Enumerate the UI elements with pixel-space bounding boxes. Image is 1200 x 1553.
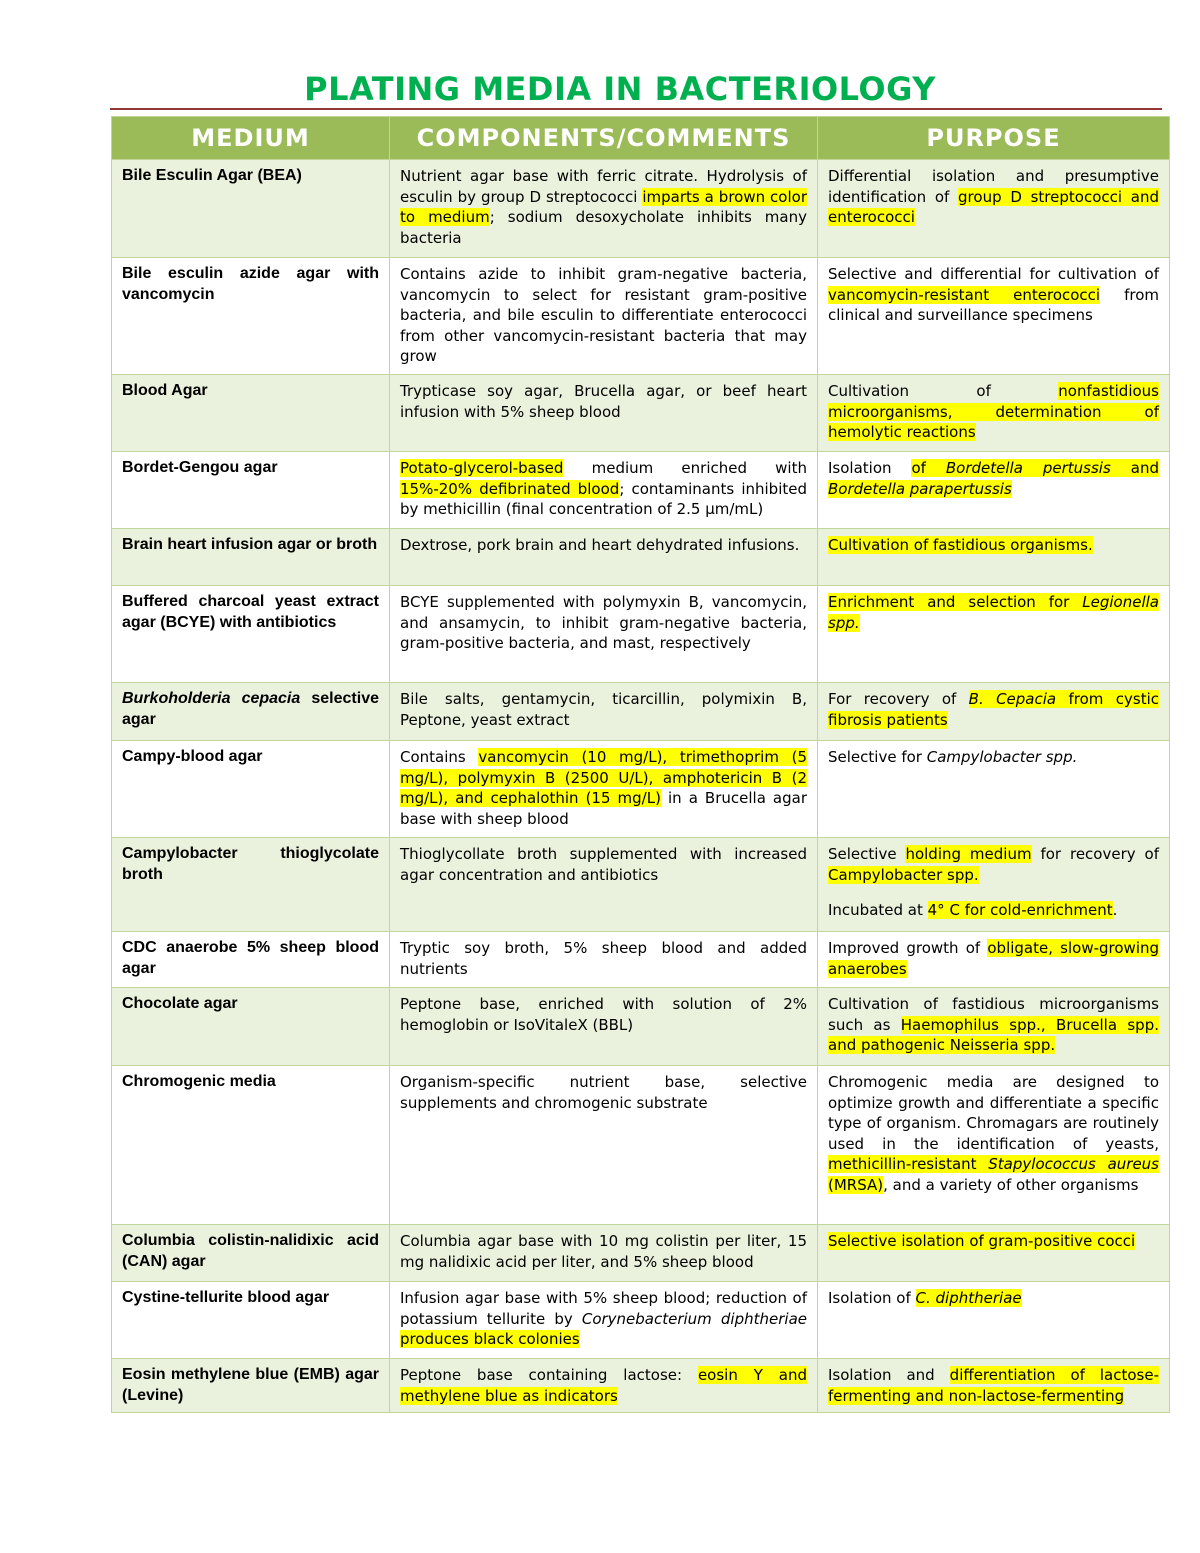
- header-purpose: PURPOSE: [818, 117, 1170, 160]
- text-segment: Campylobacter thioglycolate broth: [122, 845, 379, 883]
- components-cell: [390, 452, 818, 529]
- text-segment: in a Brucella agar base with sheep blood: [400, 789, 807, 828]
- cell-paragraph: [400, 1365, 807, 1406]
- highlighted-text: nonfastidious microorganisms, determination of hemolytic reactions: [828, 382, 1159, 441]
- medium-cell: [112, 741, 390, 838]
- purpose-cell: [818, 375, 1170, 452]
- medium-cell: [112, 160, 390, 258]
- text-segment: medium enriched with: [563, 459, 807, 477]
- text-segment: ; contaminants inhibited by methicillin (final concentration of 2.5 µm/mL): [400, 479, 807, 518]
- cell-paragraph: [400, 381, 807, 422]
- text-segment: Organism-specific nutrient base, selective supplements and chromogenic substrate: [400, 1073, 807, 1112]
- header-medium: MEDIUM: [112, 117, 390, 160]
- highlighted-text: Bordetella parapertussis: [828, 479, 1012, 498]
- text-segment: Nutrient agar base with ferric citrate. Hydrolysis of esculin by group D streptococci: [400, 167, 807, 206]
- highlighted-text: methicillin-resistant: [828, 1155, 989, 1173]
- highlighted-text: vancomycin (10 mg/L), trimethoprim (5 mg/L), polymyxin B (2500 U/L), amphotericin B (2 mg/L), and cephalothin (15 mg/L): [400, 748, 807, 807]
- text-segment: Selective: [828, 845, 906, 863]
- medium-cell: [112, 529, 390, 586]
- text-segment: Differential isolation and presumptive identification of: [828, 167, 1159, 206]
- medium-cell: [112, 838, 390, 932]
- table-row: [112, 1066, 1170, 1225]
- components-cell: [390, 932, 818, 988]
- medium-cell: [112, 1359, 390, 1413]
- cell-paragraph: [828, 458, 1159, 499]
- highlighted-text: 4° C for cold-enrichment: [927, 901, 1113, 919]
- cell-paragraph: [828, 166, 1159, 228]
- components-cell: [390, 529, 818, 586]
- cell-paragraph: [828, 844, 1159, 885]
- cell-paragraph: [400, 1231, 807, 1272]
- title-underline: [110, 108, 1162, 110]
- text-segment: , and a variety of other organisms: [883, 1175, 1139, 1194]
- table-row: [112, 988, 1170, 1066]
- highlighted-text: B. Cepacia: [968, 690, 1057, 708]
- cell-paragraph: [828, 1231, 1159, 1252]
- highlighted-text: Legionella spp.: [828, 593, 1159, 632]
- table-row: [112, 932, 1170, 988]
- text-segment: Corynebacterium diphtheriae: [581, 1309, 808, 1328]
- cell-paragraph: [400, 264, 807, 367]
- text-segment: selective agar: [122, 690, 379, 728]
- highlighted-text: produces black colonies: [400, 1330, 580, 1348]
- cell-paragraph: [828, 535, 1159, 556]
- medium-cell: [112, 1282, 390, 1359]
- purpose-cell: [818, 932, 1170, 988]
- components-cell: [390, 683, 818, 741]
- medium-cell: [112, 932, 390, 988]
- text-segment: Burkoholderia cepacia: [122, 690, 301, 707]
- cell-paragraph: [828, 994, 1159, 1056]
- purpose-cell: [818, 258, 1170, 375]
- text-segment: Selective for: [828, 748, 927, 766]
- cell-paragraph: [828, 381, 1159, 443]
- cell-paragraph: [400, 592, 807, 654]
- components-cell: [390, 741, 818, 838]
- components-cell: [390, 838, 818, 932]
- text-segment: Columbia colistin-nalidixic acid (CAN) agar: [122, 1232, 379, 1270]
- highlighted-text: Bordetella pertussis: [945, 459, 1111, 477]
- cell-paragraph: [828, 900, 1159, 921]
- highlighted-text: Campylobacter spp.: [828, 865, 979, 884]
- purpose-cell: [818, 683, 1170, 741]
- text-segment: Improved growth of: [828, 939, 988, 957]
- cell-paragraph: [400, 166, 807, 248]
- medium-cell: [112, 683, 390, 741]
- highlighted-text: differentiation of lactose-fermenting and non-lactose-fermenting: [828, 1366, 1159, 1405]
- medium-cell: [112, 375, 390, 452]
- table-row: [112, 375, 1170, 452]
- text-segment: For recovery of: [828, 690, 969, 708]
- highlighted-text: Haemophilus spp., Brucella spp. and pathogenic Neisseria spp.: [828, 1015, 1159, 1054]
- text-segment: Chromogenic media are designed to optimize growth and differentiate a specific type of organism. Chromagars are routinely used in the identification of yeasts,: [828, 1073, 1159, 1153]
- text-segment: for recovery of: [1031, 845, 1159, 863]
- cell-paragraph: [400, 1072, 807, 1113]
- purpose-cell: [818, 452, 1170, 529]
- purpose-cell: [818, 1359, 1170, 1413]
- highlighted-text: from cystic fibrosis patients: [828, 690, 1159, 729]
- medium-cell: [112, 452, 390, 529]
- highlighted-text: imparts a brown color to medium: [400, 187, 807, 226]
- document-title: PLATING MEDIA IN BACTERIOLOGY: [304, 70, 936, 108]
- medium-cell: [112, 1066, 390, 1225]
- highlighted-text: of: [911, 459, 946, 477]
- cell-paragraph: [400, 1288, 807, 1350]
- highlighted-text: eosin Y and methylene blue as indicators: [400, 1366, 807, 1405]
- text-segment: .: [1112, 901, 1118, 919]
- table-row: [112, 1282, 1170, 1359]
- components-cell: [390, 1225, 818, 1282]
- highlighted-text: Cultivation of fastidious organisms.: [828, 536, 1093, 554]
- cell-paragraph: [400, 994, 807, 1035]
- purpose-cell: [818, 838, 1170, 932]
- components-cell: [390, 160, 818, 258]
- cell-paragraph: [828, 938, 1159, 979]
- text-segment: ; sodium desoxycholate inhibits many bacteria: [400, 208, 807, 247]
- cell-paragraph: [828, 1365, 1159, 1406]
- table-row: [112, 160, 1170, 258]
- text-segment: Isolation: [828, 459, 912, 477]
- text-segment: Blood Agar: [122, 382, 208, 399]
- text-segment: Cultivation of: [828, 382, 1059, 400]
- cell-paragraph: [400, 458, 807, 520]
- highlighted-text: and: [1110, 459, 1159, 477]
- text-segment: Columbia agar base with 10 mg colistin per liter, 15 mg nalidixic acid per liter, and 5% sheep blood: [400, 1232, 807, 1271]
- table-header-row: [112, 117, 1170, 160]
- text-segment: Dextrose, pork brain and heart dehydrated infusions.: [400, 536, 800, 554]
- components-cell: [390, 988, 818, 1066]
- text-segment: Tryptic soy broth, 5% sheep blood and added nutrients: [400, 939, 807, 978]
- text-segment: Trypticase soy agar, Brucella agar, or beef heart infusion with 5% sheep blood: [400, 382, 807, 421]
- text-segment: Campy-blood agar: [122, 748, 263, 765]
- text-segment: Peptone base containing lactose:: [400, 1366, 698, 1384]
- medium-cell: [112, 586, 390, 683]
- highlighted-text: (MRSA): [828, 1175, 884, 1194]
- highlighted-text: obligate, slow-growing anaerobes: [828, 939, 1160, 978]
- highlighted-text: C. diphtheriae: [915, 1289, 1022, 1307]
- purpose-cell: [818, 741, 1170, 838]
- table-row: [112, 258, 1170, 375]
- table-row: [112, 838, 1170, 932]
- medium-cell: [112, 1225, 390, 1282]
- cell-paragraph: [828, 747, 1159, 768]
- text-segment: Incubated at: [828, 901, 928, 919]
- medium-cell: [112, 258, 390, 375]
- text-segment: Chromogenic media: [122, 1073, 276, 1090]
- highlighted-text: Potato-glycerol-based: [400, 459, 564, 477]
- text-segment: Eosin methylene blue (EMB) agar (Levine): [122, 1366, 379, 1404]
- text-segment: Bile Esculin Agar (BEA): [122, 167, 302, 184]
- highlighted-text: holding medium: [905, 845, 1032, 863]
- cell-paragraph: [828, 1072, 1159, 1195]
- text-segment: Peptone base, enriched with solution of 2% hemoglobin or IsoVitaleX (BBL): [400, 995, 807, 1034]
- text-segment: Selective and differential for cultivation of: [828, 265, 1159, 283]
- components-cell: [390, 1359, 818, 1413]
- purpose-cell: [818, 586, 1170, 683]
- text-segment: Contains: [400, 748, 479, 766]
- text-segment: Bordet-Gengou agar: [122, 459, 278, 476]
- text-segment: Brain heart infusion agar or broth: [122, 536, 378, 553]
- table-row: [112, 1225, 1170, 1282]
- components-cell: [390, 1282, 818, 1359]
- components-cell: [390, 375, 818, 452]
- cell-paragraph: [400, 938, 807, 979]
- text-segment: Bile salts, gentamycin, ticarcillin, polymixin B, Peptone, yeast extract: [400, 690, 807, 729]
- cell-paragraph: [400, 535, 807, 556]
- text-segment: Cystine-tellurite blood agar: [122, 1289, 330, 1306]
- purpose-cell: [818, 1225, 1170, 1282]
- purpose-cell: [818, 1282, 1170, 1359]
- table-row: [112, 683, 1170, 741]
- text-segment: Infusion agar base with 5% sheep blood; reduction of potassium tellurite by: [400, 1289, 807, 1328]
- highlighted-text: Selective isolation of gram-positive cocci: [828, 1232, 1136, 1250]
- text-segment: Cultivation of fastidious microorganisms such as: [828, 995, 1159, 1034]
- table-row: [112, 1359, 1170, 1413]
- components-cell: [390, 258, 818, 375]
- table-row: [112, 529, 1170, 586]
- highlighted-text: 15%-20% defibrinated blood: [400, 479, 620, 498]
- header-components-comments: COMPONENTS/COMMENTS: [390, 117, 818, 160]
- highlighted-text: group D streptococci and enterococci: [828, 187, 1159, 226]
- cell-paragraph: [400, 844, 807, 885]
- text-segment: Chocolate agar: [122, 995, 238, 1012]
- cell-paragraph: [400, 689, 807, 730]
- highlighted-text: vancomycin-resistant enterococci: [828, 285, 1101, 304]
- text-segment: from clinical and surveillance specimens: [828, 285, 1159, 324]
- medium-cell: [112, 988, 390, 1066]
- table-row: [112, 452, 1170, 529]
- highlighted-text: Stapylococcus aureus: [988, 1155, 1159, 1173]
- text-segment: Buffered charcoal yeast extract agar (BCYE) with antibiotics: [122, 593, 379, 631]
- components-cell: [390, 1066, 818, 1225]
- text-segment: Contains azide to inhibit gram-negative bacteria, vancomycin to select for resistant gram-positive bacteria, and bile esculin to differentiate enterococci from other vancomycin-resistant bacteria that may grow: [400, 265, 807, 365]
- text-segment: Bile esculin azide agar with vancomycin: [122, 265, 379, 303]
- cell-paragraph: [400, 747, 807, 829]
- text-segment: Thioglycollate broth supplemented with increased agar concentration and antibiotics: [400, 845, 807, 884]
- text-segment: BCYE supplemented with polymyxin B, vancomycin, and ansamycin, to inhibit gram-negative bacteria, gram-positive bacteria, and mast, respectively: [400, 593, 807, 652]
- table-body: [112, 160, 1170, 1413]
- table-row: [112, 586, 1170, 683]
- text-segment: Campylobacter spp.: [926, 748, 1078, 766]
- plating-media-table: [111, 116, 1170, 1413]
- purpose-cell: [818, 529, 1170, 586]
- cell-paragraph: [828, 689, 1159, 730]
- text-segment: CDC anaerobe 5% sheep blood agar: [122, 939, 379, 977]
- table-row: [112, 741, 1170, 838]
- purpose-cell: [818, 988, 1170, 1066]
- cell-paragraph: [828, 264, 1159, 326]
- cell-paragraph: [828, 1288, 1159, 1309]
- purpose-cell: [818, 160, 1170, 258]
- text-segment: Isolation and: [828, 1366, 950, 1384]
- highlighted-text: Enrichment and selection for: [828, 593, 1083, 611]
- cell-paragraph: [828, 592, 1159, 633]
- purpose-cell: [818, 1066, 1170, 1225]
- text-segment: Isolation of: [828, 1289, 916, 1307]
- components-cell: [390, 586, 818, 683]
